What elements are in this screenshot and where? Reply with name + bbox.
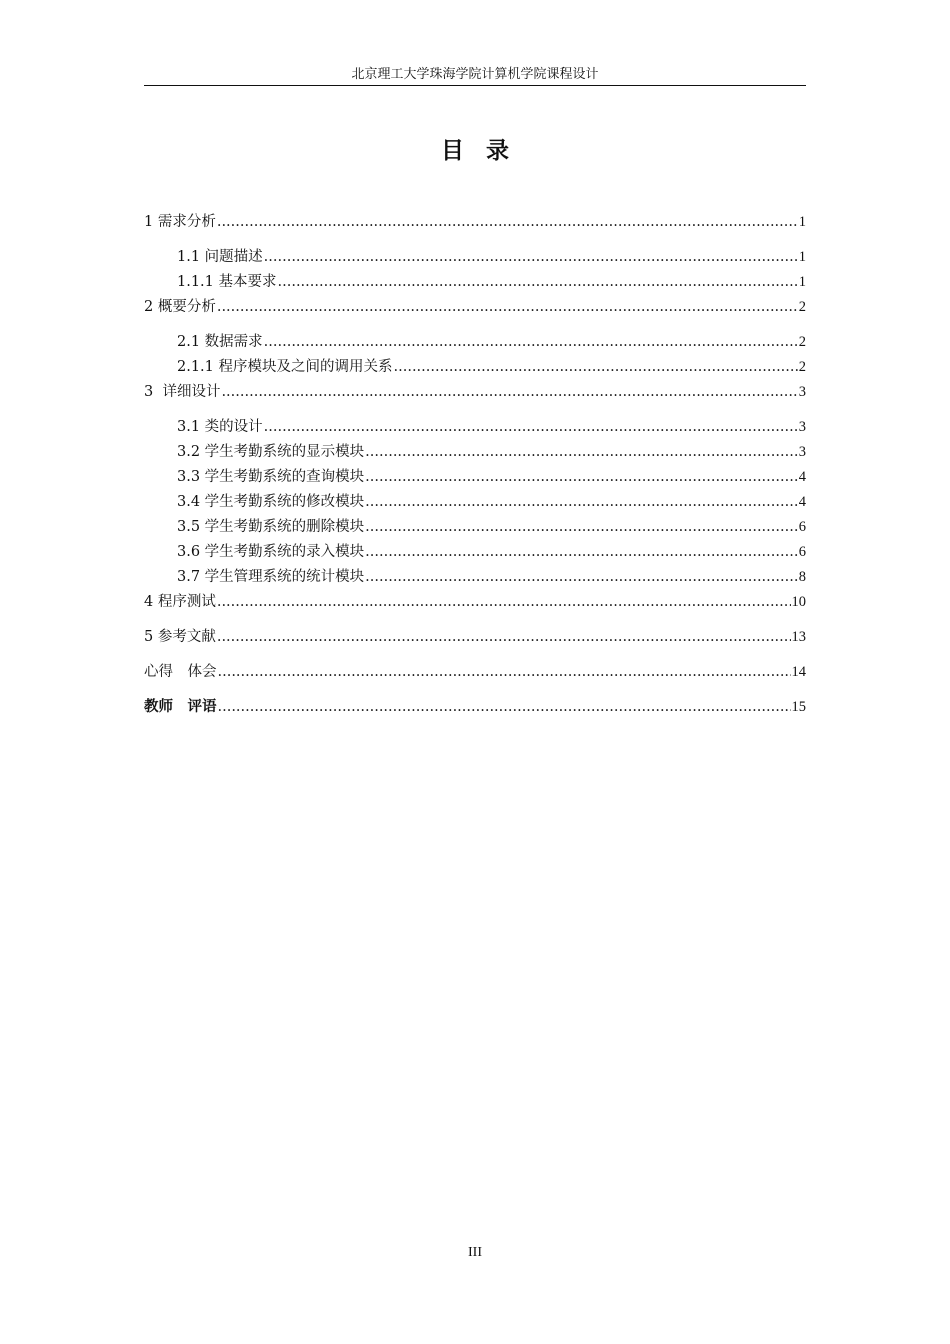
toc-entry-1-1[interactable]	[177, 246, 806, 268]
toc-entry-page: 15	[791, 699, 806, 715]
toc-entry-3-6[interactable]	[177, 541, 806, 563]
toc-entry-5[interactable]	[144, 626, 806, 648]
dot-leader	[365, 441, 798, 463]
toc-entry-label: 教师 评语	[144, 699, 217, 715]
toc-entry-page: 2	[798, 299, 806, 315]
toc-entry-page: 1	[798, 249, 806, 265]
dot-leader	[218, 696, 791, 718]
toc-entry-page: 10	[791, 594, 806, 610]
toc-entry-label: 3.5 学生考勤系统的删除模块	[177, 519, 365, 535]
toc-entry-label: 1.1 问题描述	[177, 249, 263, 265]
dot-leader	[217, 211, 798, 233]
toc-entry-3[interactable]	[144, 381, 806, 403]
dot-leader	[264, 416, 798, 438]
toc-entry-label: 5 参考文献	[144, 629, 216, 645]
toc-entry-page: 3	[798, 384, 806, 400]
toc-entry-3-2[interactable]	[177, 441, 806, 463]
toc-entry-page: 1	[798, 274, 806, 290]
toc-entry-label: 1 需求分析	[144, 214, 216, 230]
running-header: 北京理工大学珠海学院计算机学院课程设计	[351, 67, 599, 82]
dot-leader	[365, 566, 798, 588]
toc-entry-label: 3.6 学生考勤系统的录入模块	[177, 544, 365, 560]
toc-entry-label: 3.2 学生考勤系统的显示模块	[177, 444, 365, 460]
toc-title: 目录	[441, 138, 531, 164]
toc-entry-page: 6	[798, 544, 806, 560]
dot-leader	[217, 591, 791, 613]
toc-entry-4[interactable]	[144, 591, 806, 613]
dot-leader	[217, 296, 798, 318]
toc-entry-label: 1.1.1 基本要求	[177, 274, 277, 290]
toc-entry-2-1-1[interactable]	[177, 356, 806, 378]
dot-leader	[394, 356, 798, 378]
toc-entry-3-7[interactable]	[177, 566, 806, 588]
toc-entry-label: 4 程序测试	[144, 594, 216, 610]
dot-leader	[278, 271, 798, 293]
toc-entry-page: 14	[791, 664, 806, 680]
toc-entry-label: 3.4 学生考勤系统的修改模块	[177, 494, 365, 510]
toc-entry-label: 3.3 学生考勤系统的查询模块	[177, 469, 365, 485]
dot-leader	[365, 541, 798, 563]
header-divider	[144, 85, 806, 86]
toc-entry-1-1-1[interactable]	[177, 271, 806, 293]
toc-entry-3-4[interactable]	[177, 491, 806, 513]
toc-entry-label: 3 详细设计	[144, 384, 221, 400]
dot-leader	[221, 381, 797, 403]
toc-entry-label: 心得 体会	[144, 664, 217, 680]
toc-entry-page: 3	[798, 419, 806, 435]
toc-entry-1[interactable]	[144, 211, 806, 233]
toc-entry-label: 2.1 数据需求	[177, 334, 263, 350]
toc-entry-page: 6	[798, 519, 806, 535]
toc-entry-2[interactable]	[144, 296, 806, 318]
toc-entry-label: 2 概要分析	[144, 299, 216, 315]
toc-entry-3-1[interactable]	[177, 416, 806, 438]
toc-entry-page: 2	[798, 359, 806, 375]
toc-entry-page: 4	[798, 469, 806, 485]
toc-entry-page: 2	[798, 334, 806, 350]
dot-leader	[217, 626, 791, 648]
dot-leader	[264, 331, 798, 353]
dot-leader	[264, 246, 798, 268]
toc-entry-page: 4	[798, 494, 806, 510]
page-number: III	[468, 1245, 482, 1260]
toc-entry-reflection[interactable]	[144, 661, 806, 683]
dot-leader	[218, 661, 791, 683]
toc-entry-page: 13	[791, 629, 806, 645]
dot-leader	[365, 491, 798, 513]
toc-entry-label: 3.7 学生管理系统的统计模块	[177, 569, 365, 585]
dot-leader	[365, 516, 798, 538]
toc-entry-teacher-comments[interactable]	[144, 696, 806, 718]
toc-entry-label: 2.1.1 程序模块及之间的调用关系	[177, 359, 393, 375]
dot-leader	[365, 466, 798, 488]
toc-entry-3-5[interactable]	[177, 516, 806, 538]
toc-entry-label: 3.1 类的设计	[177, 419, 263, 435]
toc-entry-2-1[interactable]	[177, 331, 806, 353]
toc-entry-page: 3	[798, 444, 806, 460]
toc-entry-page: 1	[798, 214, 806, 230]
toc-entry-page: 8	[798, 569, 806, 585]
toc-entry-3-3[interactable]	[177, 466, 806, 488]
